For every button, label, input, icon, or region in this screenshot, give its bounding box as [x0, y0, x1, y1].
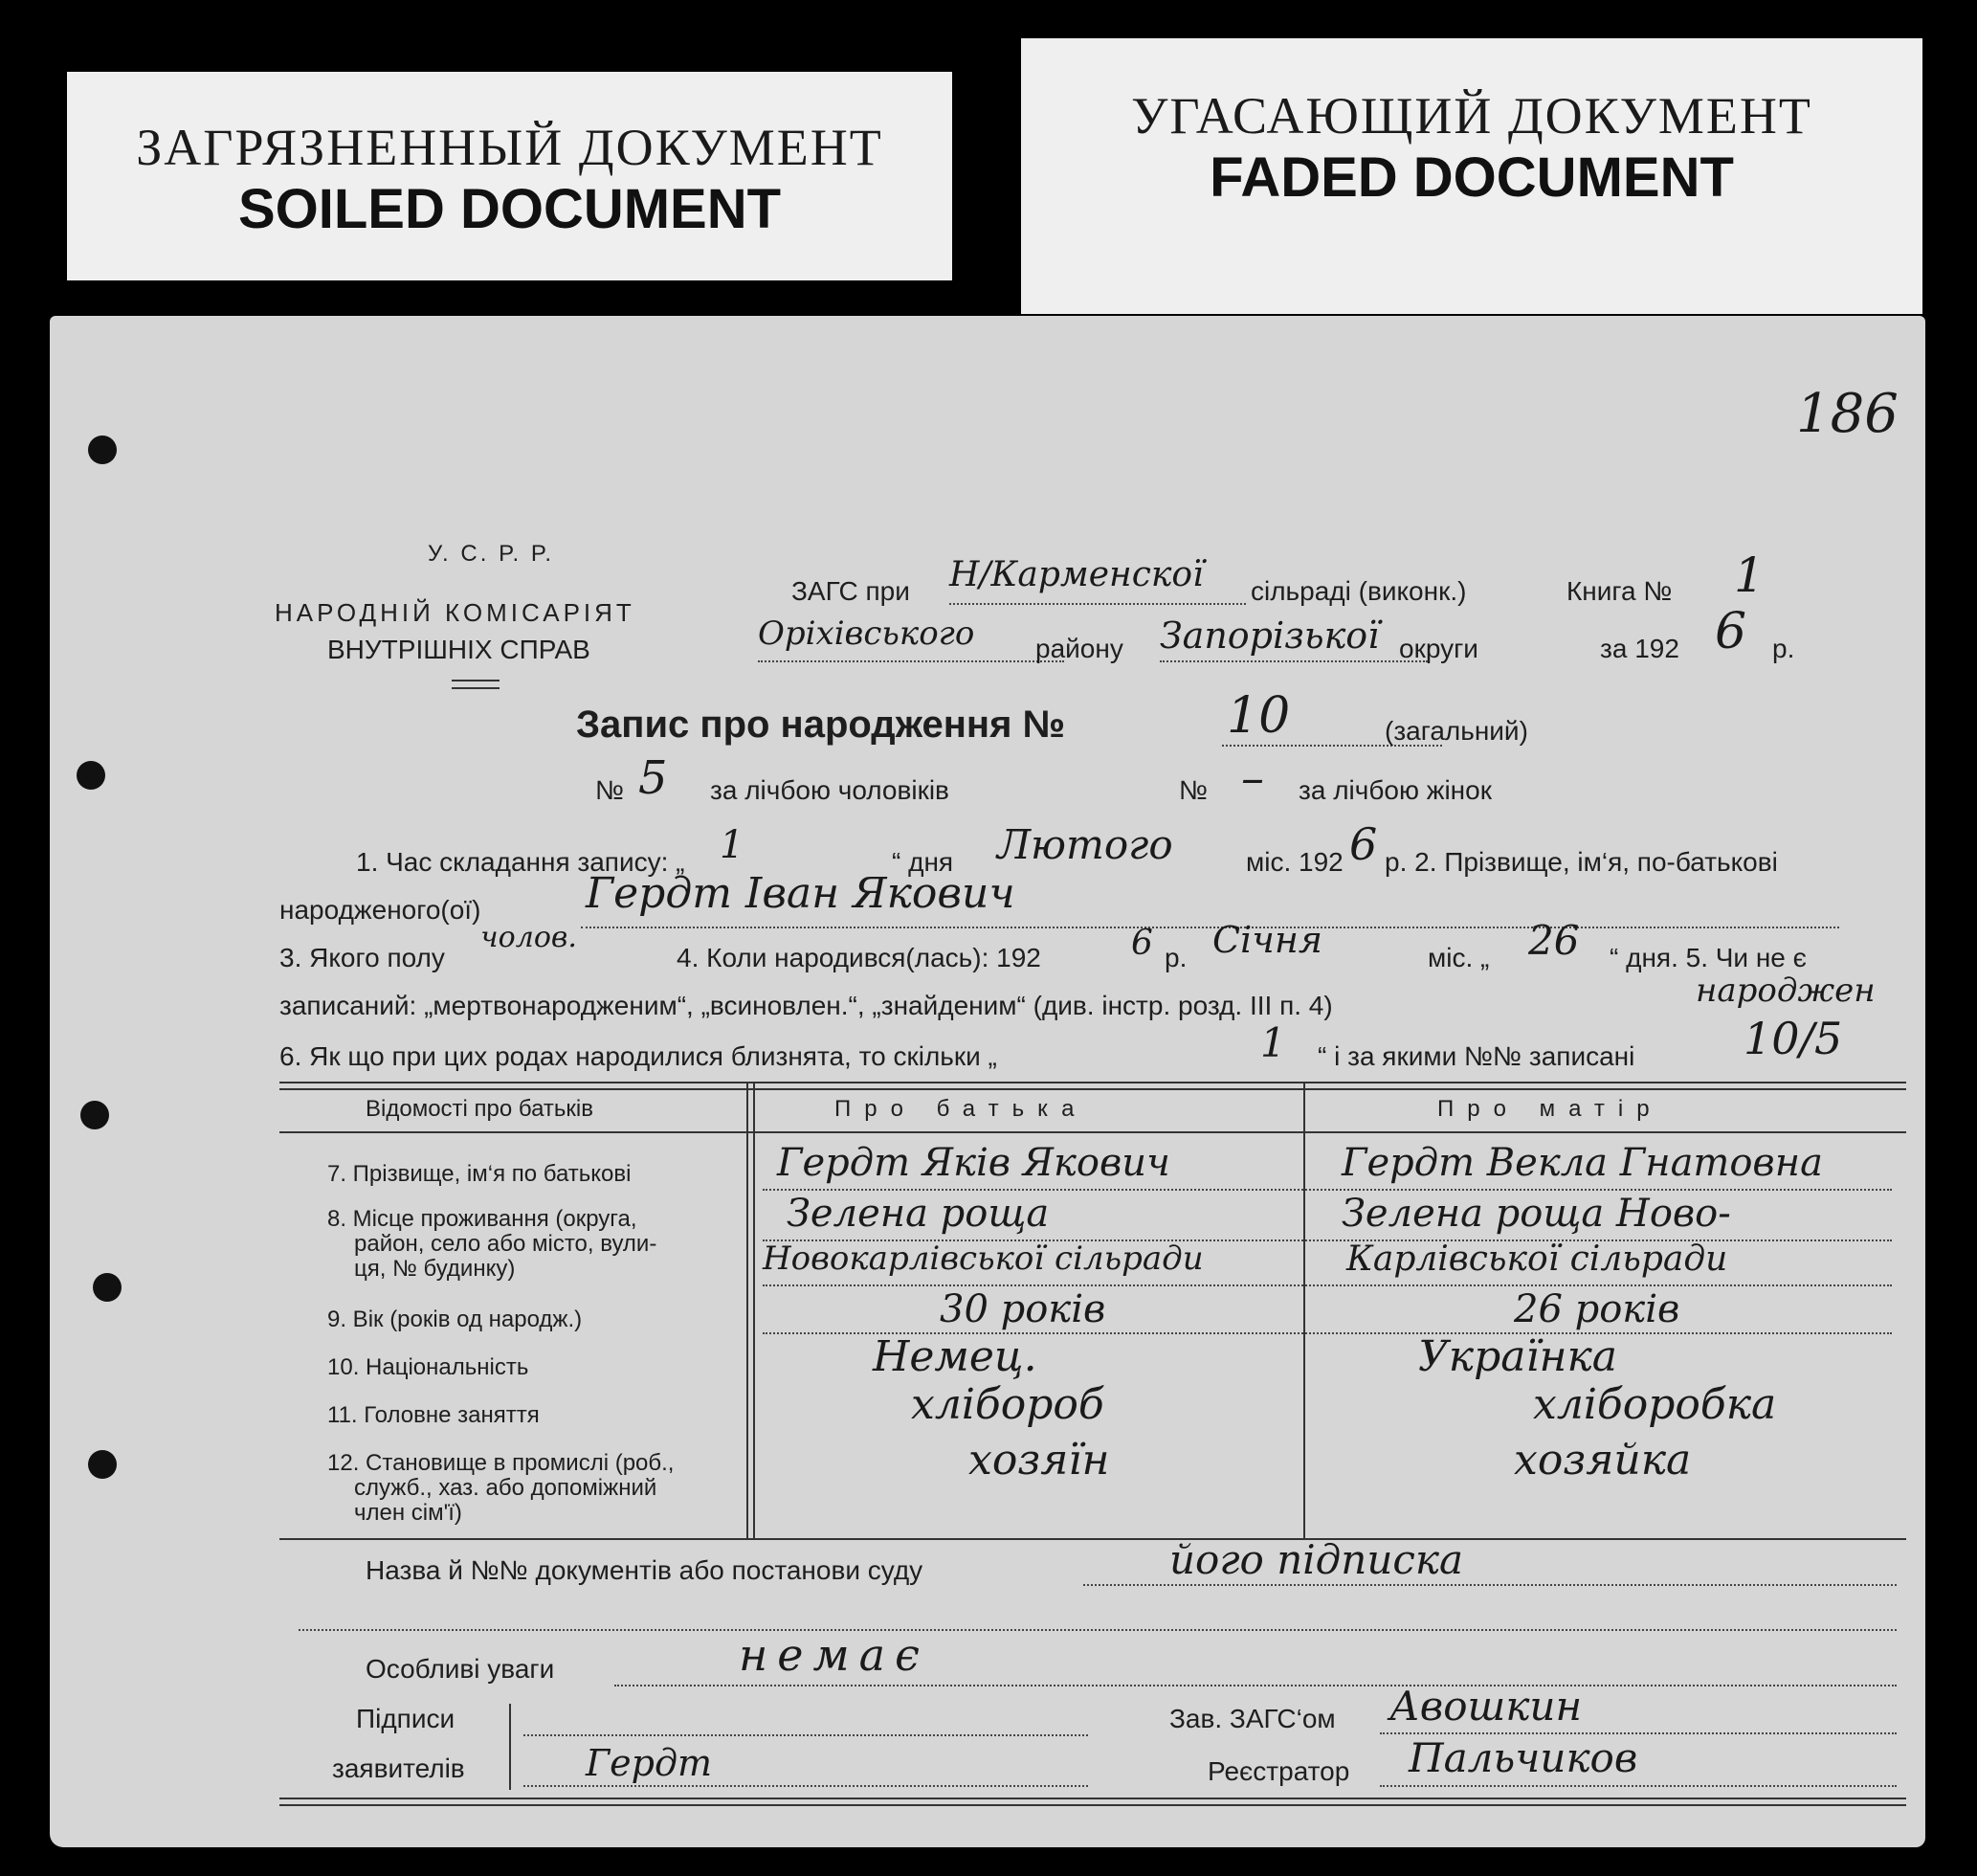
mother-nationality: Українка	[1418, 1332, 1618, 1381]
documents-line	[1083, 1584, 1897, 1586]
remarks-value: немає	[739, 1629, 929, 1681]
record-general-label: (загальний)	[1385, 716, 1528, 746]
row-label-status-1: 12. Становище в промислі (роб.,	[327, 1450, 675, 1476]
record-title: Запис про народження №	[576, 704, 1066, 746]
table-header-border	[279, 1131, 1906, 1133]
signature-line	[523, 1734, 1088, 1736]
stillborn-question: записаний: „мертвонародженим“, „всиновлен.“, „знайденим“ (див. інстр. розд. III п. 4)	[279, 991, 1333, 1020]
father-status: хозяїн	[968, 1436, 1110, 1485]
okruga-field-line	[1160, 660, 1428, 662]
commissariat-line-1: НАРОДНІЙ КОМІСАРІЯТ	[275, 598, 635, 627]
zags-value: Н/Карменскої	[949, 555, 1204, 594]
registrar-signature-line	[1380, 1785, 1897, 1787]
soiled-label-en: SOILED DOCUMENT	[237, 178, 782, 240]
row-label-age: 9. Вік (років од народж.)	[327, 1306, 583, 1332]
signature-line	[523, 1785, 1088, 1787]
record-number: 10	[1227, 687, 1291, 745]
mother-residence-1: Зелена роща Ново-	[1342, 1192, 1731, 1236]
header-divider	[452, 680, 500, 681]
soiled-document-label	[67, 72, 952, 280]
table-column-divider	[1303, 1082, 1305, 1538]
ussr-heading: У. С. Р. Р.	[428, 541, 555, 567]
row-label-residence-2: район, село або місто, вули-	[354, 1231, 657, 1257]
documents-label: Назва й №№ документів або постанови суду	[366, 1555, 923, 1585]
district-value: Оріхівського	[758, 614, 975, 653]
applicant-signature: Гердт	[586, 1742, 713, 1784]
entry-time-label: 1. Час складання запису: „	[356, 847, 685, 877]
birth-month-value: Січня	[1212, 919, 1323, 961]
soiled-label-ru: ЗАГРЯЗНЕННЫЙ ДОКУМЕНТ	[136, 119, 883, 176]
entry-month-label: міс. 192	[1246, 847, 1344, 877]
punch-hole	[80, 1101, 109, 1129]
birth-record-sheet	[50, 316, 1925, 1847]
page-number: 186	[1796, 383, 1899, 445]
father-residence-1: Зелена роща	[787, 1192, 1050, 1236]
table-column-divider	[746, 1082, 748, 1538]
head-signature: Авошкин	[1389, 1683, 1583, 1730]
row-label-occupation: 11. Головне заняття	[327, 1402, 540, 1428]
row-label-residence-3: ця, № будинку)	[354, 1256, 516, 1282]
village-council-label: сільраді (виконк.)	[1251, 576, 1467, 606]
faded-document-label	[1021, 38, 1922, 314]
header-divider	[452, 687, 500, 689]
row-line	[763, 1189, 1892, 1191]
stillborn-value: народжен	[1696, 972, 1876, 1010]
remarks-label: Особливі уваги	[366, 1654, 555, 1684]
mother-name: Гердт Векла Гнатовна	[1342, 1141, 1823, 1185]
row-label-status-2: служб., хаз. або допоміжний	[354, 1475, 657, 1501]
head-label: Зав. ЗАГС‘ом	[1169, 1704, 1336, 1733]
birth-year-suffix: р.	[1165, 943, 1188, 972]
faded-label-en: FADED DOCUMENT	[1210, 146, 1734, 209]
twins-numbers-label: “ і за якими №№ записані	[1318, 1041, 1635, 1071]
birth-day-value: 26	[1528, 917, 1580, 964]
mother-status: хозяйка	[1514, 1436, 1692, 1485]
entry-month-value: Лютого	[997, 821, 1173, 868]
signature-bracket	[509, 1704, 511, 1790]
child-name-line	[581, 927, 1839, 928]
column-header-father: Про батька	[834, 1096, 1088, 1122]
form-bottom-border	[279, 1804, 1906, 1806]
row-line	[763, 1284, 1892, 1286]
row-label-residence-1: 8. Місце проживання (округа,	[327, 1206, 637, 1232]
entry-year-digit: 6	[1349, 818, 1378, 870]
district-label: району	[1035, 634, 1123, 663]
okruga-label: округи	[1399, 634, 1478, 663]
mother-age: 26 років	[1514, 1287, 1680, 1331]
women-count-label: за лічбою жінок	[1299, 775, 1492, 805]
women-count-no: №	[1179, 775, 1209, 805]
row-line	[763, 1240, 1892, 1241]
zags-label: ЗАГС при	[791, 576, 910, 606]
father-age: 30 років	[940, 1287, 1106, 1331]
name-label-2: народженого(ої)	[279, 895, 481, 925]
commissariat-line-2: ВНУТРІШНІХ СПРАВ	[327, 635, 590, 664]
book-label: Книга №	[1566, 576, 1673, 606]
row-label-nationality: 10. Національність	[327, 1354, 529, 1380]
year-digit: 6	[1715, 603, 1747, 660]
twins-numbers-value: 10/5	[1744, 1013, 1843, 1064]
registrar-signature: Пальчиков	[1409, 1734, 1638, 1781]
documents-line-2	[299, 1629, 1897, 1631]
punch-hole	[88, 1450, 117, 1479]
men-count-no: №	[595, 775, 625, 805]
table-bottom-border	[279, 1538, 1906, 1540]
row-label-status-3: член сім'ї)	[354, 1500, 462, 1526]
table-column-divider	[753, 1082, 755, 1538]
remarks-line	[614, 1685, 1897, 1686]
documents-value: його підписка	[1169, 1536, 1464, 1583]
punch-hole	[93, 1273, 122, 1302]
birth-day-label: міс. „	[1428, 943, 1490, 972]
district-field-line	[758, 660, 1064, 662]
father-occupation: хлібороб	[911, 1380, 1104, 1429]
sex-value: чолов.	[480, 921, 577, 954]
name-label-1: р. 2. Прізвище, ім‘я, по-батькові	[1385, 847, 1778, 877]
signatures-label-1: Підписи	[356, 1704, 455, 1733]
father-nationality: Немец.	[873, 1332, 1037, 1381]
column-header-info: Відомості про батьків	[366, 1096, 593, 1122]
men-count-value: 5	[638, 751, 668, 805]
twins-question: 6. Як що при цих родах народилися близнята, то скільки „	[279, 1041, 997, 1071]
women-count-value: –	[1241, 751, 1264, 805]
year-label: за 192	[1600, 634, 1679, 663]
row-label-name: 7. Прізвище, ім‘я по батькові	[327, 1161, 632, 1187]
column-header-mother: Про матір	[1437, 1096, 1663, 1122]
registrar-label: Реєстратор	[1208, 1756, 1350, 1786]
entry-day-label: “ дня	[892, 847, 954, 877]
mother-residence-2: Карлівської сільради	[1346, 1240, 1728, 1279]
table-top-border	[279, 1088, 1906, 1090]
sex-label: 3. Якого полу	[279, 943, 445, 972]
form-bottom-border	[279, 1798, 1906, 1799]
status-question-label: “ дня. 5. Чи не є	[1610, 943, 1807, 972]
book-value: 1	[1734, 547, 1765, 603]
birth-year-label: 4. Коли народився(лась): 192	[677, 943, 1041, 972]
father-residence-2: Новокарлівської сільради	[763, 1240, 1204, 1278]
signatures-label-2: заявителів	[332, 1753, 465, 1783]
okruga-value: Запорізької	[1160, 614, 1380, 657]
father-name: Гердт Яків Якович	[777, 1141, 1170, 1185]
child-name-value: Гердт Іван Якович	[586, 869, 1015, 918]
punch-hole	[88, 436, 117, 464]
mother-occupation: хліборобка	[1533, 1380, 1777, 1429]
punch-hole	[77, 761, 105, 790]
faded-label-ru: УГАСАЮЩИЙ ДОКУМЕНТ	[1131, 87, 1812, 145]
table-top-border	[279, 1082, 1906, 1083]
zags-field-line	[949, 603, 1246, 605]
entry-day-value: 1	[720, 823, 744, 867]
men-count-label: за лічбою чоловіків	[710, 775, 949, 805]
year-suffix: р.	[1772, 634, 1795, 663]
birth-year-digit: 6	[1131, 924, 1153, 963]
twins-count: 1	[1260, 1019, 1286, 1066]
